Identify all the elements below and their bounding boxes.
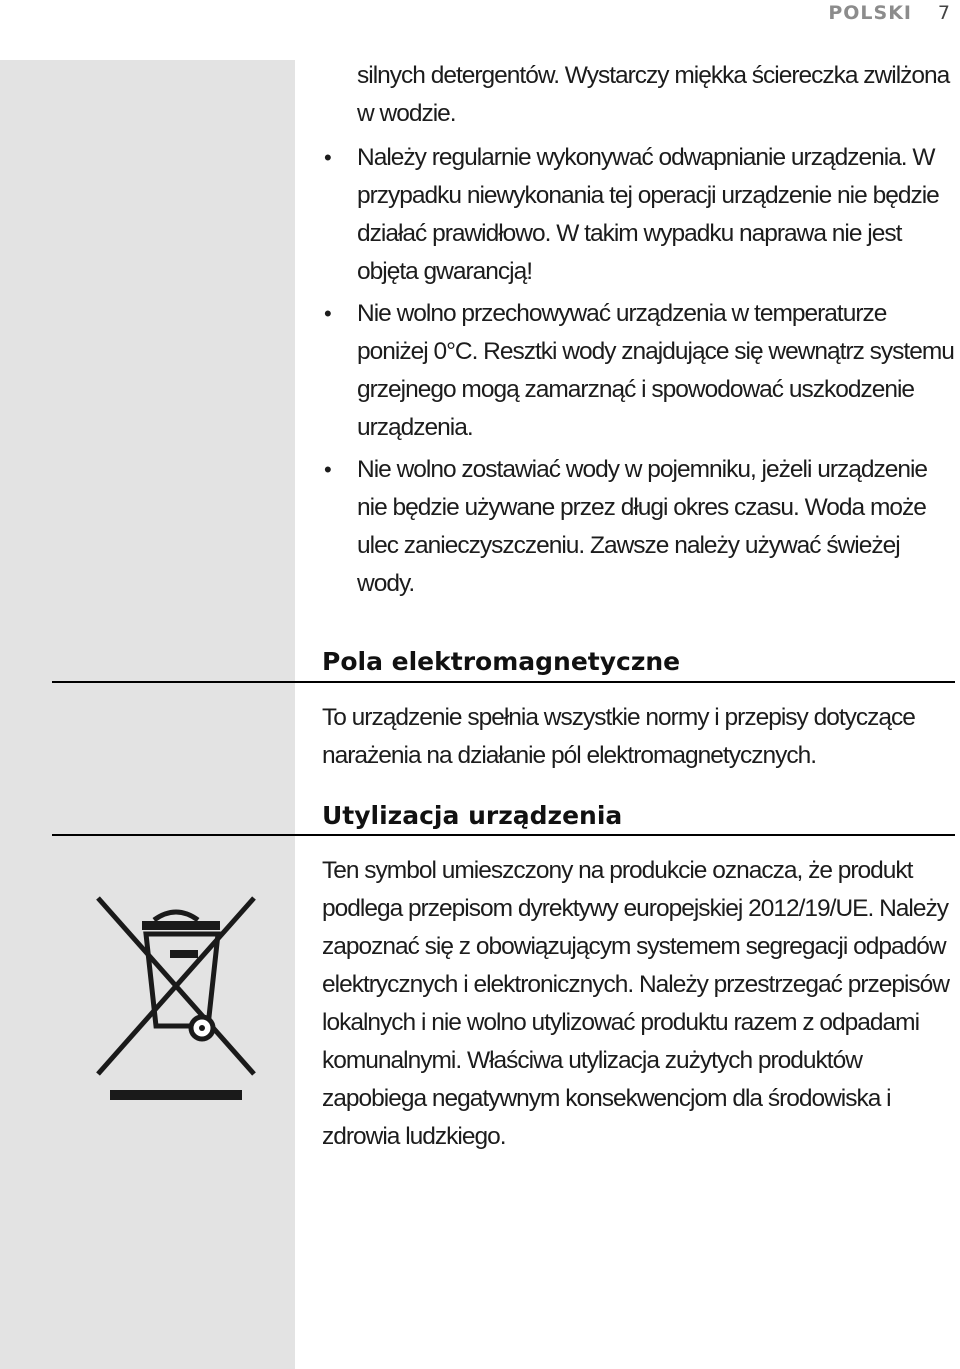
bullet-list (324, 139, 957, 607)
section-divider (52, 834, 955, 836)
section-divider (52, 681, 955, 683)
header-language: POLSKI (828, 2, 912, 24)
emf-paragraph: To urządzenie spełnia wszystkie normy i przepisy dotyczące narażenia na działanie pól elektromagnetycznych. (322, 704, 915, 769)
bullet-icon: • (324, 301, 331, 326)
section-title-disposal: Utylizacja urządzenia (322, 801, 623, 830)
list-item (324, 139, 957, 291)
crossed-out-wheelie-bin-icon (96, 890, 256, 1100)
list-item-text: Należy regularnie wykonywać odwapnianie urządzenia. W przypadku niewykonania tej operacji urządzenie nie będzie działać prawidłowo. W takim wypadku naprawa nie jest objęta gwarancją! (357, 144, 939, 285)
sidebar-panel (0, 60, 295, 1369)
list-item (324, 295, 957, 447)
list-item-text: Nie wolno zostawiać wody w pojemniku, jeżeli urządzenie nie będzie używane przez długi okres czasu. Woda może ulec zanieczyszczeniu. Zawsze należy używać świeżej wody. (357, 456, 928, 597)
intro-text: silnych detergentów. Wystarczy miękka ściereczka zwilżona w wodzie. (357, 62, 950, 127)
list-item (324, 451, 957, 603)
bullet-icon: • (324, 145, 331, 170)
list-item-text: Nie wolno przechowywać urządzenia w temperaturze poniżej 0°C. Resztki wody znajdujące się wewnątrz systemu grzejnego mogą zamarznąć i spowodować uszkodzenie urządzenia. (357, 300, 954, 441)
section-title-emf: Pola elektromagnetyczne (322, 647, 681, 676)
page-number: 7 (937, 2, 950, 24)
disposal-paragraph: Ten symbol umieszczony na produkcie oznacza, że produkt podlega przepisom dyrektywy europejskiej 2012/19/UE. Należy zapoznać się z obowiązującym systemem segregacji odpadów elektrycznych i elektronicznych. Należy przestrzegać przepisów lokalnych i nie wolno utylizować produktu razem z odpadami komunalnymi. Właściwa utylizacja zużytych produktów zapobiega negatywnym konsekwencjom dla środowiska i zdrowia ludzkiego. (322, 857, 949, 1150)
bullet-icon: • (324, 457, 331, 482)
